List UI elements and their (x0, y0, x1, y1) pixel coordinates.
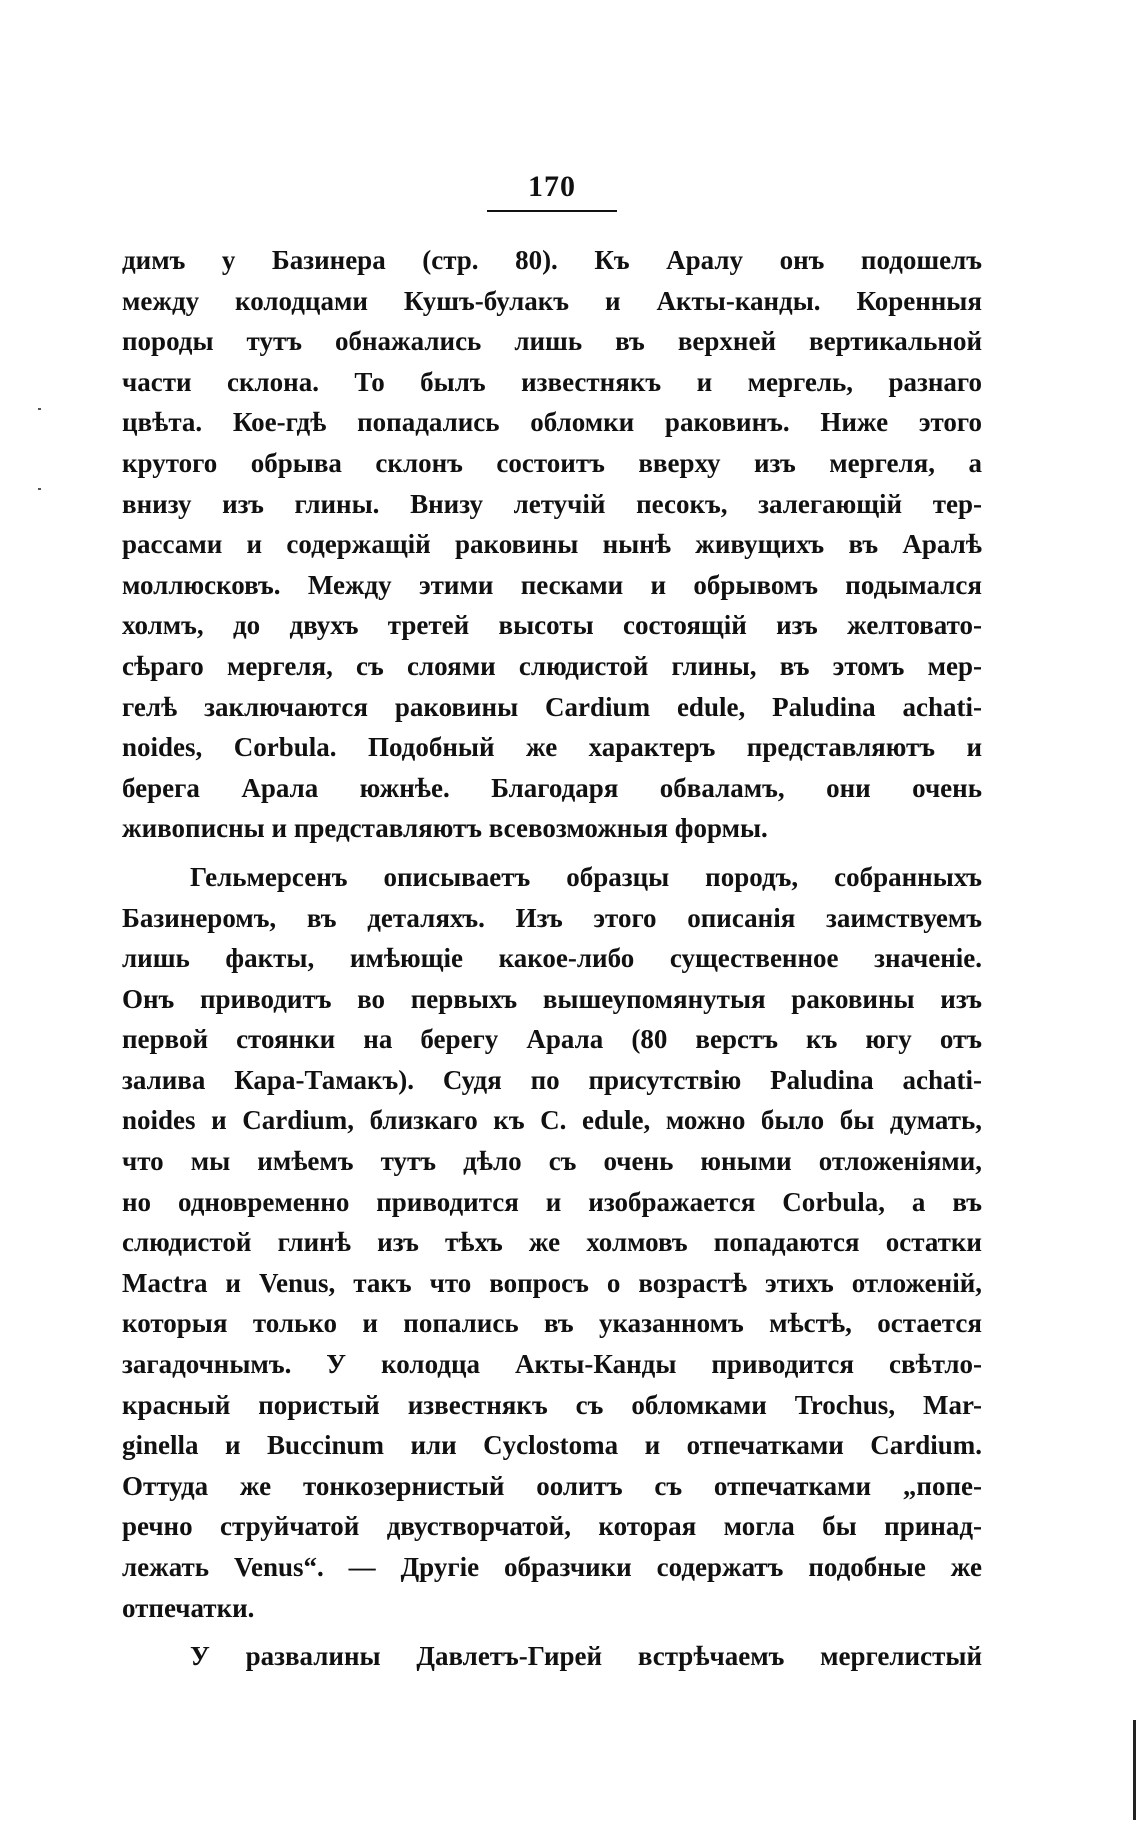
page-number: 170 (528, 170, 576, 203)
text-line: залива Кара-Тамакъ). Судя по присутствію Paludina achati- (122, 1064, 982, 1095)
text-line: лишь факты, имѣющіе какое-либо существенное значеніе. (122, 943, 982, 974)
text-line: холмъ, до двухъ третей высоты состоящій изъ желтовато- (122, 610, 982, 641)
text-line: внизу изъ глины. Внизу летучій песокъ, залегающій тер- (122, 488, 982, 519)
text-line: Базинеромъ, въ деталяхъ. Изъ этого описанія заимствуемъ (122, 902, 982, 933)
text-line: лежать Venus“. — Другіе образчики содержатъ подобные же (122, 1552, 982, 1582)
text-line: Онъ приводитъ во первыхъ вышеупомянутыя раковины изъ (122, 983, 982, 1014)
text-line: рассами и содержащій раковины нынѣ живущихъ въ Аралѣ (122, 529, 982, 560)
margin-speck (38, 488, 41, 490)
page-body (122, 240, 982, 1677)
text-line: которыя только и попались въ указанномъ мѣстѣ, остается (122, 1308, 982, 1339)
text-line: ginella и Buccinum или Cyclostoma и отпечатками Cardium. (122, 1430, 982, 1461)
text-line: Mactra и Venus, такъ что вопросъ о возрастѣ этихъ отложеній, (122, 1267, 982, 1298)
text-line: слюдистой глинѣ изъ тѣхъ же холмовъ попадаются остатки (122, 1227, 982, 1258)
text-line: noides, Corbula. Подобный же характеръ представляютъ и (122, 732, 982, 763)
text-line: моллюсковъ. Между этими песками и обрывомъ подымался (122, 569, 982, 600)
text-line: Оттуда же тонкозернистый оолитъ съ отпечатками „попе- (122, 1470, 982, 1501)
text-line: между колодцами Кушъ-булакъ и Акты-канды. Коренныя (122, 285, 982, 316)
text-line: noides и Cardium, близкаго къ C. edule, можно было бы думать, (122, 1105, 982, 1136)
text-line: У развалины Давлетъ-Гирей встрѣчаемъ мергелистый (190, 1641, 982, 1672)
text-line: отпечатки. (122, 1592, 255, 1623)
text-line: речно струйчатой двустворчатой, которая могла бы принад- (122, 1511, 982, 1542)
text-line: Гельмерсенъ описываетъ образцы породъ, собранныхъ (190, 861, 982, 892)
text-line: берега Арала южнѣе. Благодаря обваламъ, они очень (122, 772, 982, 803)
text-line: живописны и представляютъ всевозможныя формы. (122, 813, 768, 844)
text-line: но одновременно приводится и изображается Corbula, а въ (122, 1186, 982, 1217)
text-line: димъ у Базинера (стр. 80). Къ Аралу онъ подошелъ (122, 245, 982, 275)
text-line: сѣраго мергеля, съ слоями слюдистой глины, въ этомъ мер- (122, 650, 982, 681)
text-line: крутого обрыва склонъ состоитъ вверху изъ мергеля, а (122, 447, 982, 478)
text-line: загадочнымъ. У колодца Акты-Канды приводится свѣтло- (122, 1349, 982, 1380)
page-number-rule (487, 210, 617, 212)
text-line: первой стоянки на берегу Арала (80 верстъ къ югу отъ (122, 1024, 982, 1055)
paragraph-2 (122, 857, 982, 1628)
paragraph-1 (122, 240, 982, 849)
text-line: части склона. То былъ известнякъ и мергель, разнаго (122, 366, 982, 397)
paragraph-3 (122, 1636, 982, 1677)
page-edge-mark (1133, 1720, 1136, 1820)
text-line: что мы имѣемъ тутъ дѣло съ очень юными отложеніями, (122, 1146, 982, 1177)
text-line: цвѣта. Кое-гдѣ попадались обломки раковинъ. Ниже этого (122, 407, 982, 438)
text-line: гелѣ заключаются раковины Cardium edule, Paludina achati- (122, 691, 982, 722)
text-line: красный пористый известнякъ съ обломками Trochus, Mar- (122, 1389, 982, 1420)
text-line: породы тутъ обнажались лишь въ верхней вертикальной (122, 326, 982, 357)
margin-speck (38, 408, 41, 410)
